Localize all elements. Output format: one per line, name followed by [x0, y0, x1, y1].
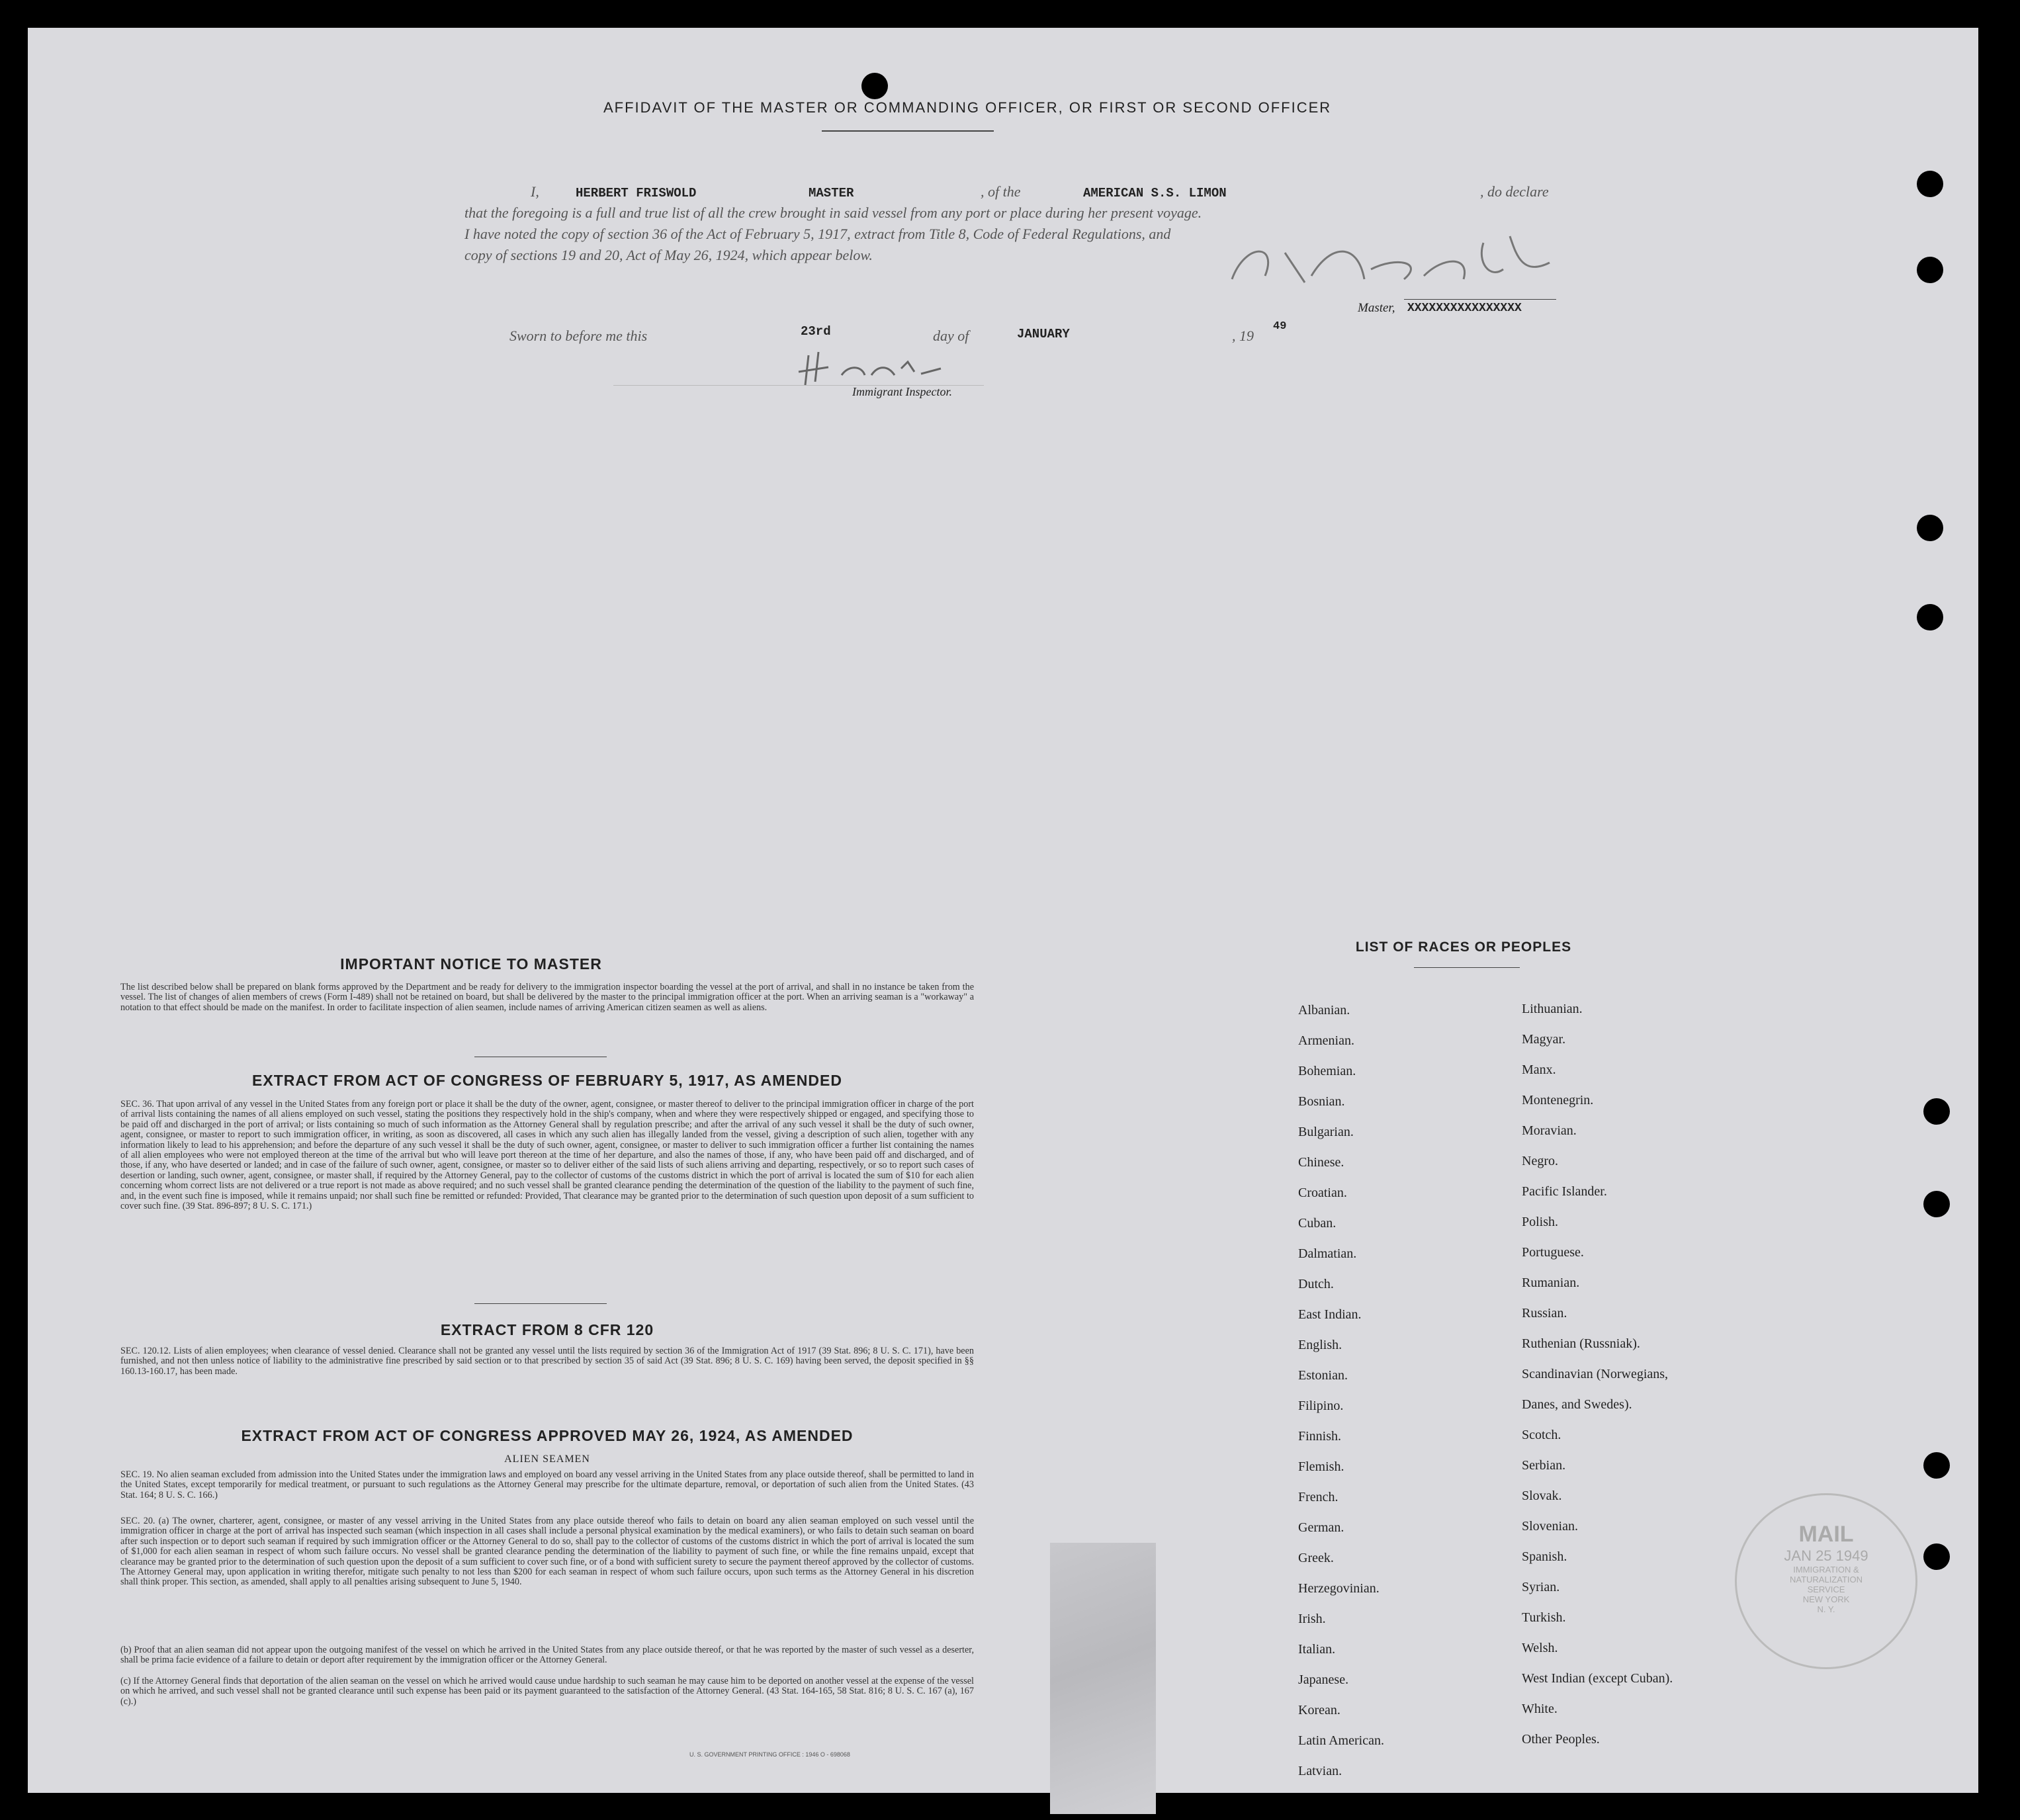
stamp-line: NEW YORK [1802, 1594, 1850, 1604]
race-item: Italian. [1298, 1642, 1336, 1657]
declaration-line-4: copy of sections 19 and 20, Act of May 26, 1924, which appear below. [464, 247, 873, 263]
sworn-month: JANUARY [1017, 327, 1070, 341]
stamp-line: NATURALIZATION [1789, 1575, 1863, 1584]
race-item: English. [1298, 1338, 1342, 1352]
race-item: Russian. [1522, 1306, 1567, 1321]
race-item: Negro. [1522, 1154, 1558, 1168]
race-item: Filipino. [1298, 1399, 1344, 1413]
races-column-1 [1298, 995, 1384, 1786]
race-item: Syrian. [1522, 1580, 1560, 1594]
race-item: Korean. [1298, 1703, 1340, 1717]
race-item: Dalmatian. [1298, 1246, 1357, 1261]
race-item: Scandinavian (Norwegians, [1522, 1367, 1669, 1381]
master-label: Master, [1358, 301, 1395, 315]
signature-line [1404, 299, 1556, 300]
extract-1924-sec20b: (b) Proof that an alien seaman did not appear upon the outgoing manifest of the vessel on which he arrived in the United States from any place outside thereof, or that he was reported by the master of such vessel as a deserter, shall be prima facie evidence of a failure to detain or deport after requirement by the immigration officer or the Attorney General. [120, 1645, 974, 1666]
race-item: German. [1298, 1520, 1344, 1535]
race-item: Estonian. [1298, 1368, 1348, 1383]
race-item: Slovak. [1522, 1489, 1562, 1503]
notice-title: IMPORTANT NOTICE TO MASTER [340, 955, 602, 973]
stamp-line: N. Y. [1817, 1604, 1835, 1614]
divider [822, 130, 994, 132]
punch-hole [1923, 1098, 1950, 1125]
race-item: Japanese. [1298, 1672, 1349, 1687]
race-item: Chinese. [1298, 1155, 1344, 1170]
race-item: Danes, and Swedes). [1522, 1397, 1632, 1412]
punch-hole [1917, 515, 1943, 541]
race-item: Pacific Islander. [1522, 1184, 1607, 1199]
punch-hole [1923, 1191, 1950, 1217]
race-item: Welsh. [1522, 1641, 1558, 1655]
declaration-i: I, [531, 183, 539, 200]
punch-hole [861, 73, 888, 99]
divider [1414, 967, 1520, 968]
master-struck-text: XXXXXXXXXXXXXXXX [1407, 302, 1522, 315]
extract-1917-text: SEC. 36. That upon arrival of any vessel in the United States from any foreign port or place it shall be the duty of the owner, agent, consignee, or master thereof to deliver to the principal immigration officer in charge of the port of arrival lists containing the names of all aliens employed on such vessel, stating the positions they respectively hold in the ship's company, when and where they were respectively shipped or engaged, and specifying those to be paid off and discharged in the port of arrival; or lists containing so much of such information as the Attorney General shall by regulation prescribe; and after the arrival of any such vessel it shall be the duty of such owner, agent, consignee, or master to report to such immigration officer, in writing, as soon as discovered, all cases in which any such alien has illegally landed from the vessel, giving a description of such alien, together with any information likely to lead to his apprehension; and before the departure of any such vessel it shall be the duty of such owner, agent, consignee, or master to deliver to such immigration officer a further list containing the names of all alien employees who were not employed thereon at the time of the arrival but who will leave port thereon at the time of her departure, and also the names of those, if any, who have been paid off and discharged, and of those, if any, who have deserted or landed; and in case of the failure of such owner, agent, consignee, or master so to deliver either of the said lists of such aliens arriving and departing, respectively, or so to report such cases of desertion or landing, such owner, agent, consignee, or master shall, if required by the Attorney General, pay to the collector of customs of the customs district in which the port of arrival is located the sum of $10 for each alien concerning whom correct lists are not delivered or a true report is not made as above required; and no such vessel shall be granted clearance pending the determination of the question of the liability to the payment of such fine, and, in the event such fine is imposed, while it remains unpaid; nor shall such fine be remitted or refunded: Provided, That clearance may be granted prior to the determination of such question upon deposit of a sum sufficient to cover such fine. (39 Stat. 896-897; 8 U. S. C. 171.) [120, 1099, 974, 1212]
race-item: Bulgarian. [1298, 1125, 1354, 1139]
race-item: Montenegrin. [1522, 1093, 1594, 1107]
race-item: Flemish. [1298, 1459, 1344, 1474]
punch-hole [1923, 1543, 1950, 1570]
extract-1924-title: EXTRACT FROM ACT OF CONGRESS APPROVED MAY 26, 1924, AS AMENDED [241, 1427, 854, 1444]
race-item: East Indian. [1298, 1307, 1362, 1322]
race-item: Albanian. [1298, 1003, 1350, 1018]
affidavit-title: AFFIDAVIT OF THE MASTER OR COMMANDING OFFICER, OR FIRST OR SECOND OFFICER [603, 99, 1332, 116]
extract-1924-sec19: SEC. 19. No alien seaman excluded from admission into the United States under the immigration laws and employed on board any vessel arriving in the United States from any place outside thereof, shall be permitted to land in the United States, except temporarily for medical treatment, or pursuant to such regulations as the Attorney General may prescribe for the ultimate departure, removal, or deportation of such alien from the United States. (43 Stat. 164; 8 U. S. C. 166.) [120, 1469, 974, 1500]
declaration-line-2: that the foregoing is a full and true list of all the crew brought in said vessel from any port or place during her present voyage. [464, 204, 1202, 221]
extract-1924-sec20a: SEC. 20. (a) The owner, charterer, agent, consignee, or master of any vessel arriving in the United States from any place outside thereof who fails to detain on board any alien seaman employed on such vessel until the immigration officer in charge at the port of arrival has inspected such seaman (which inspection in all cases shall include a personal physical examination by the medical examiners), or who fails to detain such seaman on board after such inspection or to deport such seaman if required by such immigration officer or the Attorney General to do so, shall pay to the collector of customs of the customs district in which the port of arrival is located the sum of $1,000 for each alien seaman in respect of whom such failure occurs. No vessel shall be granted clearance pending the determination of the liability to payment of such fine, or while the fine remains unpaid, except that clearance may be granted prior to the determination of such question upon the deposit of a sum sufficient to cover such fine, or of a bond with sufficient surety to secure the payment thereof approved by the collector of customs. The Attorney General may, upon application in writing therefor, mitigate such penalty to not less than $200 for each seaman in respect of whom such failure occurs, upon such terms as the Attorney General in his discretion shall think proper. This section, as amended, shall apply to all penalties arising subsequent to June 5, 1940. [120, 1516, 974, 1588]
race-item: Croatian. [1298, 1186, 1347, 1200]
race-item: Portuguese. [1522, 1245, 1584, 1260]
of-the-text: , of the [981, 183, 1021, 200]
document-sheet [28, 28, 1978, 1793]
stamp-line: IMMIGRATION & [1793, 1565, 1859, 1575]
race-item: Finnish. [1298, 1429, 1342, 1444]
race-item: Greek. [1298, 1551, 1334, 1565]
race-item: Ruthenian (Russniak). [1522, 1336, 1640, 1351]
race-item: Manx. [1522, 1062, 1556, 1077]
extract-8cfr-text: SEC. 120.12. Lists of alien employees; when clearance of vessel denied. Clearance shall not be granted any vessel until the lists required by section 36 of the Immigration Act of 1917 (39 Stat. 896; 8 U. S. C. 171), have been furnished, and not then unless notice of liability to the administrative fine prescribed by said section or to that prescribed by section 35 of said Act (39 Stat. 896; 8 U. S. C. 169) having been served, the deposit specified in §§ 160.13-160.17, has been made. [120, 1346, 974, 1377]
stamp-date: JAN 25 1949 [1784, 1547, 1868, 1564]
race-item: Cuban. [1298, 1216, 1337, 1231]
stamp-line: MAIL [1798, 1522, 1854, 1547]
race-item: Lithuanian. [1522, 1002, 1583, 1016]
punch-hole [1917, 604, 1943, 630]
inspector-label: Immigrant Inspector. [852, 385, 952, 398]
divider [474, 1303, 607, 1304]
race-item: West Indian (except Cuban). [1522, 1671, 1673, 1686]
day-of-text: day of [933, 327, 969, 344]
punch-hole [1923, 1452, 1950, 1479]
race-item: Other Peoples. [1522, 1732, 1600, 1747]
race-item: Latin American. [1298, 1733, 1384, 1748]
race-item: Serbian. [1522, 1458, 1566, 1473]
sworn-text: Sworn to before me this [509, 327, 648, 344]
races-column-2 [1522, 994, 1673, 1755]
race-item: Spanish. [1522, 1549, 1567, 1564]
race-item: Armenian. [1298, 1033, 1354, 1048]
sworn-day: 23rd [801, 324, 831, 339]
printer-line: U. S. GOVERNMENT PRINTING OFFICE : 1946 O - 698068 [689, 1751, 850, 1758]
year-prefix: , 19 [1232, 327, 1254, 344]
paper-smudge [1050, 1543, 1156, 1814]
master-signature [1206, 216, 1576, 302]
immigration-date-stamp [1735, 1493, 1917, 1669]
race-item: Bohemian. [1298, 1064, 1356, 1078]
race-item: Turkish. [1522, 1610, 1566, 1625]
race-item: Latvian. [1298, 1764, 1342, 1778]
stamp-line: SERVICE [1807, 1584, 1845, 1594]
race-item: Magyar. [1522, 1032, 1566, 1047]
do-declare-text: , do declare [1480, 183, 1549, 200]
notice-text: The list described below shall be prepared on blank forms approved by the Department and be ready for delivery to the immigration inspector boarding the vessel at the port of arrival, and shall in no instance be taken from the vessel. The list of changes of alien members of crews (Form I-489) shall not be retained on board, but shall be delivered by the master to the principal immigration officer at the port. When an arriving seaman is a "workaway" a notation to that effect should be made on the manifest. In order to facilitate inspection of alien seamen, include names of arriving American citizen seamen as well as aliens. [120, 982, 974, 1013]
punch-hole [1917, 257, 1943, 283]
extract-8cfr-title: EXTRACT FROM 8 CFR 120 [440, 1321, 654, 1338]
master-name: HERBERT FRISWOLD [576, 186, 697, 200]
race-item: French. [1298, 1490, 1339, 1504]
race-item: Scotch. [1522, 1428, 1561, 1442]
races-title: LIST OF RACES OR PEOPLES [1355, 939, 1572, 955]
extract-1924-sec20c: (c) If the Attorney General finds that deportation of the alien seaman on the vessel on which he arrived would cause undue hardship to such seaman he may cause him to be deported on another vessel at the expense of the vessel on which he arrived, and such vessel shall not be granted clearance until such expense has been paid or its payment guaranteed to the satisfaction of the Attorney General. (43 Stat. 164-165, 58 Stat. 816; 8 U. S. C. 167 (a), 167 (c).) [120, 1676, 974, 1707]
race-item: Moravian. [1522, 1123, 1577, 1138]
race-item: Irish. [1298, 1612, 1326, 1626]
vessel-name: AMERICAN S.S. LIMON [1083, 186, 1227, 200]
extract-1917-title: EXTRACT FROM ACT OF CONGRESS OF FEBRUARY 5, 1917, AS AMENDED [252, 1072, 842, 1089]
master-rank: MASTER [809, 186, 854, 200]
race-item: White. [1522, 1702, 1558, 1716]
race-item: Polish. [1522, 1215, 1559, 1229]
declaration-line-3: I have noted the copy of section 36 of the Act of February 5, 1917, extract from Title 8, Code of Federal Regulations, and [464, 226, 1171, 242]
punch-hole [1917, 171, 1943, 197]
race-item: Bosnian. [1298, 1094, 1345, 1109]
year-suffix: 49 [1273, 320, 1287, 333]
race-item: Slovenian. [1522, 1519, 1578, 1534]
race-item: Dutch. [1298, 1277, 1334, 1291]
race-item: Herzegovinian. [1298, 1581, 1380, 1596]
race-item: Rumanian. [1522, 1276, 1580, 1290]
extract-1924-subtitle: ALIEN SEAMEN [504, 1453, 590, 1465]
